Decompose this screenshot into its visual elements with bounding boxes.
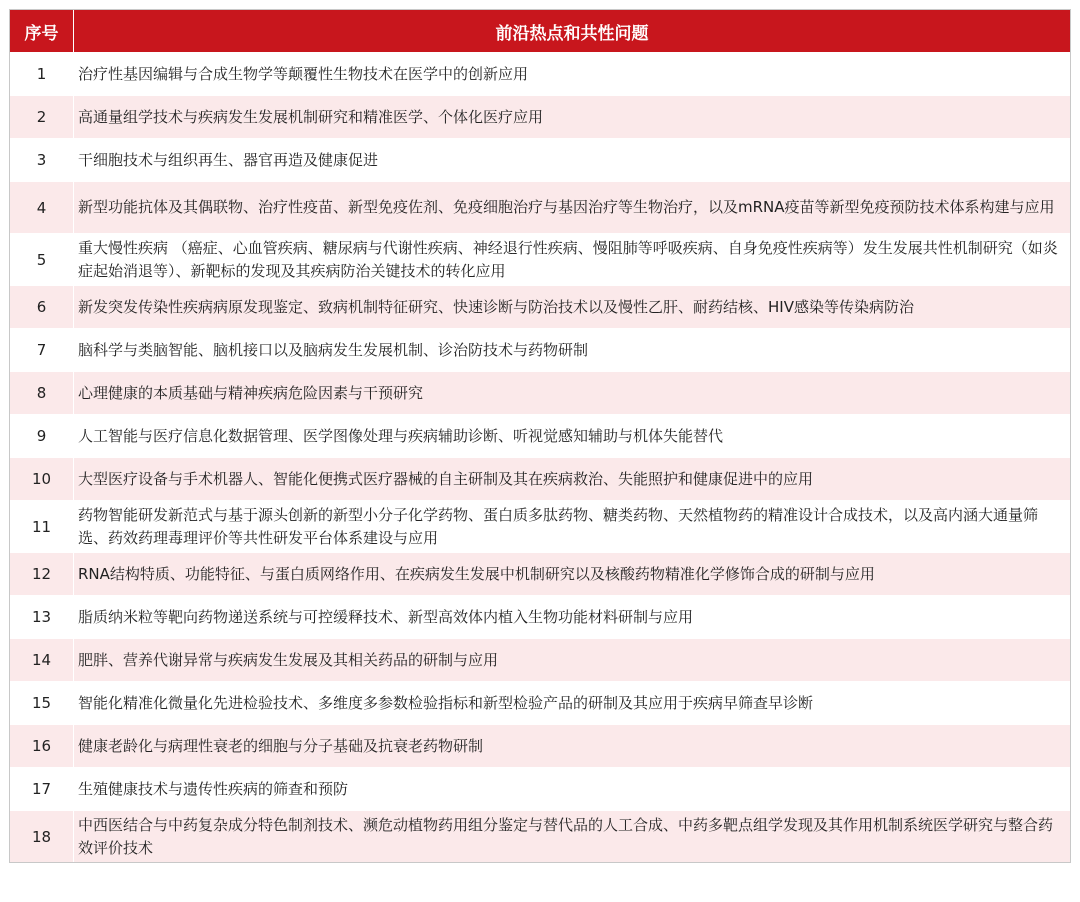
row-text: 肥胖、营养代谢异常与疾病发生发展及其相关药品的研制与应用 bbox=[78, 650, 499, 669]
table-row bbox=[10, 95, 1070, 138]
row-number: 16 bbox=[10, 725, 74, 767]
row-text: 健康老龄化与病理性衰老的细胞与分子基础及抗衰老药物研制 bbox=[78, 736, 484, 755]
row-text: 脂质纳米粒等靶向药物递送系统与可控缓释技术、新型高效体内植入生物功能材料研制与应用 bbox=[78, 607, 694, 626]
table-row bbox=[10, 810, 1070, 862]
table-row bbox=[10, 638, 1070, 681]
row-number: 17 bbox=[10, 768, 74, 810]
row-number: 2 bbox=[10, 96, 74, 138]
row-text: 人工智能与医疗信息化数据管理、医学图像处理与疾病辅助诊断、听视觉感知辅助与机体失能替代 bbox=[78, 426, 724, 445]
row-number: 13 bbox=[10, 596, 74, 638]
table-row bbox=[10, 767, 1070, 810]
row-text: 治疗性基因编辑与合成生物学等颠覆性生物技术在医学中的创新应用 bbox=[78, 64, 529, 83]
table-row bbox=[10, 328, 1070, 371]
row-text: 高通量组学技术与疾病发生发展机制研究和精准医学、个体化医疗应用 bbox=[78, 107, 544, 126]
header-topic: 前沿热点和共性问题 bbox=[495, 23, 649, 44]
row-number: 4 bbox=[10, 182, 74, 233]
topics-table bbox=[9, 9, 1071, 863]
row-text: RNA结构特质、功能特征、与蛋白质网络作用、在疾病发生发展中机制研究以及核酸药物精准化学修饰合成的研制与应用 bbox=[78, 564, 875, 583]
table-body bbox=[10, 52, 1070, 862]
row-text: 新发突发传染性疾病病原发现鉴定、致病机制特征研究、快速诊断与防治技术以及慢性乙肝、耐药结核、HIV感染等传染病防治 bbox=[78, 297, 914, 316]
table-row bbox=[10, 233, 1070, 285]
table-row bbox=[10, 552, 1070, 595]
row-number: 9 bbox=[10, 415, 74, 457]
row-number: 6 bbox=[10, 286, 74, 328]
table-row bbox=[10, 681, 1070, 724]
row-text: 药物智能研发新范式与基于源头创新的新型小分子化学药物、蛋白质多肽药物、糖类药物、天然植物药的精准设计合成技术，以及高内涵大通量筛选、药效药理毒理评价等共性研发平台体系建设与应用 bbox=[78, 505, 1039, 547]
row-text: 生殖健康技术与遗传性疾病的筛查和预防 bbox=[78, 779, 349, 798]
row-number: 1 bbox=[10, 53, 74, 95]
row-number: 10 bbox=[10, 458, 74, 500]
row-text: 中西医结合与中药复杂成分特色制剂技术、濒危动植物药用组分鉴定与替代品的人工合成、中药多靶点组学发现及其作用机制系统医学研究与整合药效评价技术 bbox=[78, 815, 1054, 857]
row-number: 8 bbox=[10, 372, 74, 414]
row-number: 12 bbox=[10, 553, 74, 595]
table-row bbox=[10, 457, 1070, 500]
table-row bbox=[10, 414, 1070, 457]
row-number: 3 bbox=[10, 139, 74, 181]
table-row bbox=[10, 285, 1070, 328]
row-text: 新型功能抗体及其偶联物、治疗性疫苗、新型免疫佐剂、免疫细胞治疗与基因治疗等生物治疗，以及mRNA疫苗等新型免疫预防技术体系构建与应用 bbox=[78, 198, 1055, 216]
row-number: 15 bbox=[10, 682, 74, 724]
table-row bbox=[10, 181, 1070, 233]
row-text: 智能化精准化微量化先进检验技术、多维度多参数检验指标和新型检验产品的研制及其应用于疾病早筛查早诊断 bbox=[78, 693, 814, 712]
row-text: 心理健康的本质基础与精神疾病危险因素与干预研究 bbox=[78, 383, 424, 402]
table-row bbox=[10, 52, 1070, 95]
table-row bbox=[10, 724, 1070, 767]
row-number: 14 bbox=[10, 639, 74, 681]
table-row bbox=[10, 595, 1070, 638]
row-text: 大型医疗设备与手术机器人、智能化便携式医疗器械的自主研制及其在疾病救治、失能照护和健康促进中的应用 bbox=[78, 469, 814, 488]
row-number: 11 bbox=[10, 501, 74, 552]
table-row bbox=[10, 371, 1070, 414]
row-number: 5 bbox=[10, 234, 74, 285]
row-number: 7 bbox=[10, 329, 74, 371]
table-header bbox=[10, 10, 1070, 52]
row-number: 18 bbox=[10, 811, 74, 862]
row-text: 重大慢性疾病 （癌症、心血管疾病、糖尿病与代谢性疾病、神经退行性疾病、慢阻肺等呼吸疾病、自身免疫性疾病等）发生发展共性机制研究（如炎症起始消退等）、新靶标的发现及其疾病防治关键技术的转化应用 bbox=[78, 238, 1058, 280]
row-text: 脑科学与类脑智能、脑机接口以及脑病发生发展机制、诊治防技术与药物研制 bbox=[78, 340, 589, 359]
header-serial-number: 序号 bbox=[10, 10, 74, 52]
table-row bbox=[10, 500, 1070, 552]
table-row bbox=[10, 138, 1070, 181]
row-text: 干细胞技术与组织再生、器官再造及健康促进 bbox=[78, 150, 379, 169]
